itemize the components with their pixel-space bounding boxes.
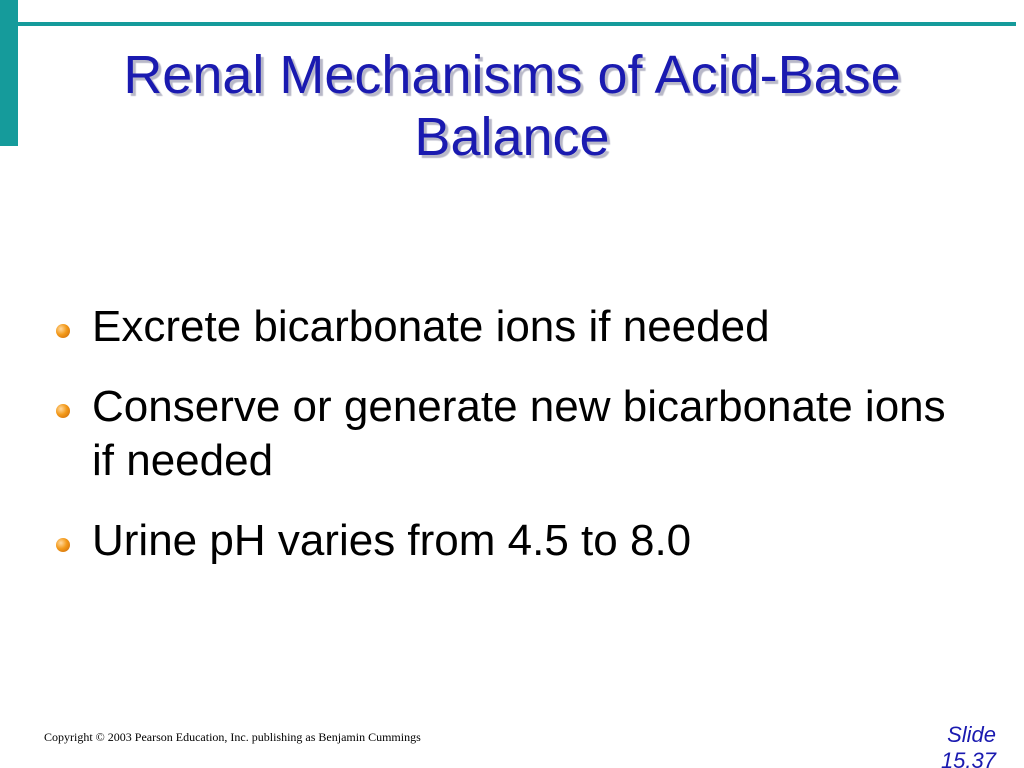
slide-title-line2: Balance <box>414 107 610 167</box>
bullet-text: Urine pH varies from 4.5 to 8.0 <box>92 516 692 565</box>
slide-number-label: Slide <box>947 722 996 747</box>
bullet-list <box>52 300 972 568</box>
bullet-item <box>52 514 972 568</box>
accent-bar-horizontal <box>18 22 1016 26</box>
bullet-item <box>52 380 972 488</box>
copyright-notice: Copyright © 2003 Pearson Education, Inc. publishing as Benjamin Cummings <box>44 730 421 744</box>
slide-title <box>40 44 984 168</box>
bullet-item <box>52 300 972 354</box>
bullet-text: Excrete bicarbonate ions if needed <box>92 302 770 351</box>
slide-number <box>916 722 996 768</box>
bullet-dot-icon <box>56 324 70 338</box>
bullet-text: Conserve or generate new bicarbonate ions if needed <box>92 382 946 485</box>
slide-title-line1: Renal Mechanisms of Acid-Base <box>123 45 901 105</box>
accent-bar-vertical <box>0 0 18 146</box>
slide-number-value: 15.37 <box>940 748 996 768</box>
bullet-dot-icon <box>56 404 70 418</box>
bullet-dot-icon <box>56 538 70 552</box>
